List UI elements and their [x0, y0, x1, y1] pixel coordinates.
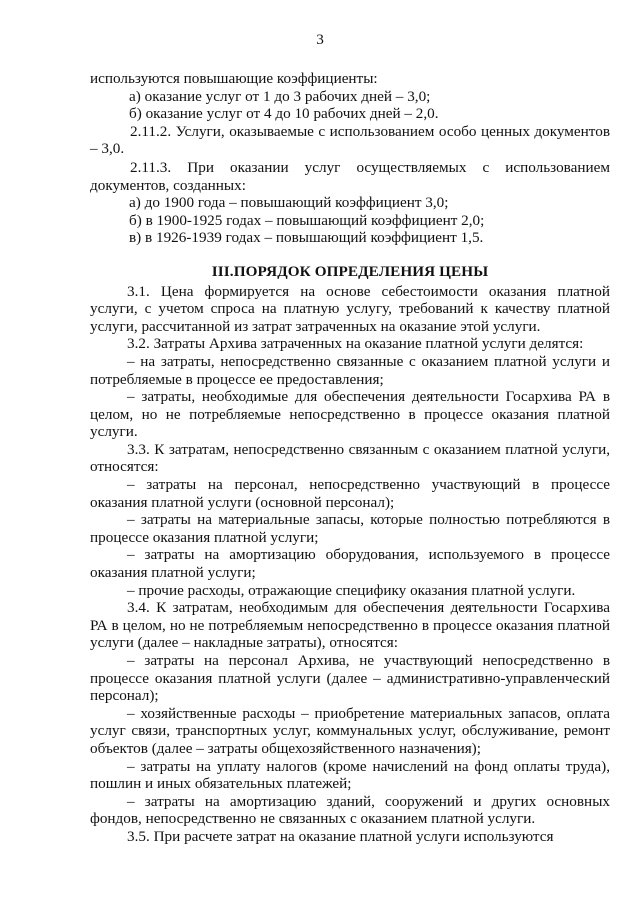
paragraph: 3.4. К затратам, необходимым для обеспечения деятельности Госархива РА в целом, но не потребляемым непосредственно в процессе оказания платной услуги (далее – накладные затраты), относятся: [90, 599, 610, 652]
page-number: 3 [316, 31, 324, 48]
list-item: а) оказание услуг от 1 до 3 рабочих дней – 3,0; [129, 87, 431, 105]
list-item: – на затраты, непосредственно связанные с оказанием платной услуги и потребляемые в процессе ее предоставления; [90, 352, 610, 388]
list-item: – затраты на амортизацию зданий, сооружений и других основных фондов, непосредственно не связанных с оказанием платной услуги. [90, 792, 610, 828]
list-item: а) до 1900 года – повышающий коэффициент 3,0; [129, 194, 449, 212]
list-item: – затраты на персонал Архива, не участвующий непосредственно в процессе оказания платной услуги (далее – административно-управленческий персонал); [90, 652, 610, 705]
document-body [90, 70, 610, 846]
list-item: – хозяйственные расходы – приобретение материальных запасов, оплата услуг связи, транспортных услуг, коммунальных услуг, обслуживание, ремонт объектов (далее – затраты общехозяйственного назначения); [90, 704, 610, 757]
list-item: – затраты на материальные запасы, которые полностью потребляются в процессе оказания платной услуги; [90, 511, 610, 546]
paragraph: используются повышающие коэффициенты: [90, 70, 378, 87]
section-heading: III.ПОРЯДОК ОПРЕДЕЛЕНИЯ ЦЕНЫ [211, 262, 489, 280]
list-item: – затраты на персонал, непосредственно участвующий в процессе оказания платной услуги (основной персонал); [90, 476, 610, 511]
list-item: б) оказание услуг от 4 до 10 рабочих дней – 2,0. [129, 105, 439, 123]
list-item: б) в 1900-1925 годах – повышающий коэффициент 2,0; [129, 211, 485, 229]
list-item: – прочие расходы, отражающие специфику оказания платной услуги. [127, 581, 576, 599]
list-item: – затраты, необходимые для обеспечения деятельности Госархива РА в целом, но не потребляемые непосредственно в процессе оказания платной услуги. [90, 388, 610, 441]
list-item: – затраты на амортизацию оборудования, используемого в процессе оказания платной услуги; [90, 546, 610, 582]
list-item: в) в 1926-1939 годах – повышающий коэффициент 1,5. [129, 229, 484, 247]
paragraph: 2.11.2. Услуги, оказываемые с использованием особо ценных документов – 3,0. [90, 122, 610, 158]
list-item: – затраты на уплату налогов (кроме начислений на фонд оплаты труда), пошлин и иных обязательных платежей; [90, 757, 610, 793]
paragraph: 3.1. Цена формируется на основе себестоимости оказания платной услуги, с учетом спроса на платную услугу, требований к качеству платной услуги, рассчитанной из затрат затраченных на оказание этой услуги. [90, 282, 610, 335]
paragraph: 3.2. Затраты Архива затраченных на оказание платной услуги делятся: [127, 335, 584, 353]
paragraph: 3.5. При расчете затрат на оказание платной услуги используются [127, 827, 554, 845]
paragraph: 3.3. К затратам, непосредственно связанным с оказанием платной услуги, относятся: [90, 440, 610, 476]
paragraph: 2.11.3. При оказании услуг осуществляемых с использованием документов, созданных: [90, 158, 610, 194]
